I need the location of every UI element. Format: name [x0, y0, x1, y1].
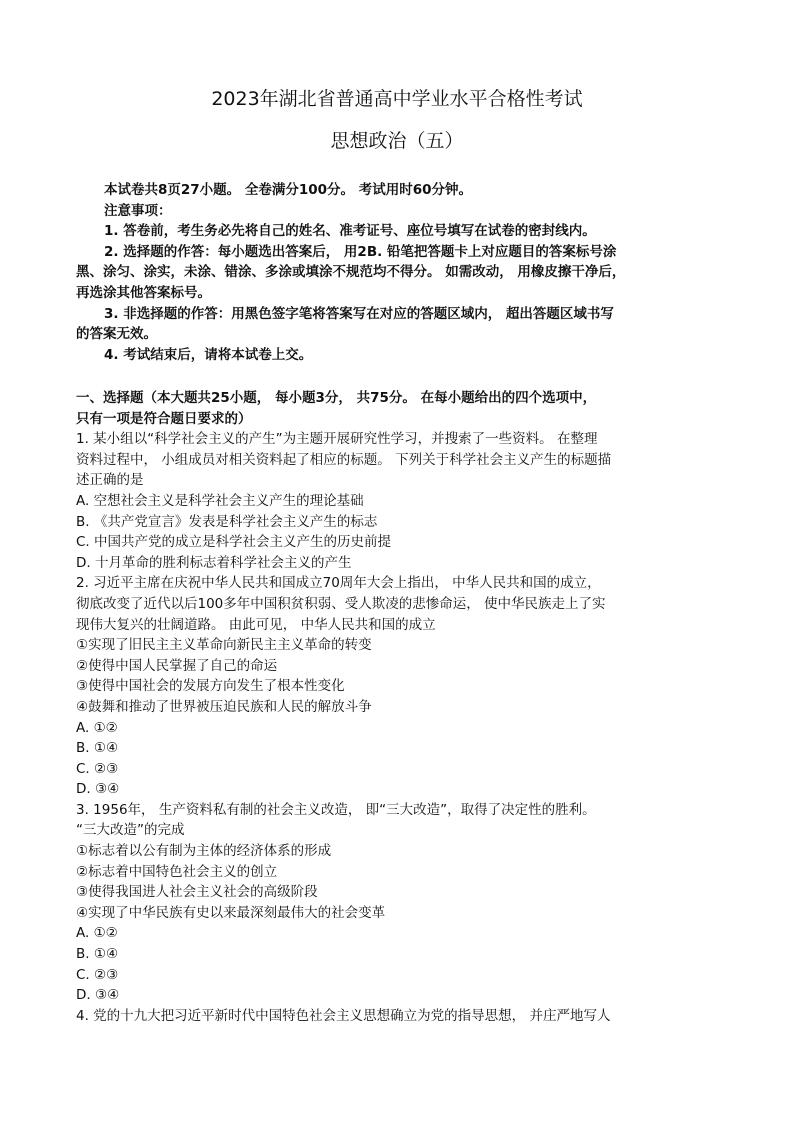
answer-option: A. 空想社会主义是科学社会主义产生的理论基础: [76, 492, 364, 509]
statement-item: ③使得我国进人社会主义社会的高级阶段: [76, 884, 318, 901]
question-stem-line: 彻底改变了近代以后100多年中国积贫积弱、受人欺凌的悲惨命运， 使中华民族走上了实: [76, 595, 606, 612]
question-1: [76, 429, 730, 573]
statement-item: ①标志着以公有制为主体的经济体系的形成: [76, 843, 332, 860]
statement-item: ④鼓舞和推动了世界被压迫民族和人民的解放斗争: [76, 698, 372, 715]
note-2-line: 再选涂其他答案标号。: [76, 284, 211, 301]
question-stem-line: 述正确的是: [76, 472, 144, 489]
question-stem-line: 现伟大复兴的壮阔道路。 由此可见， 中华人民共和国的成立: [76, 616, 436, 633]
note-1: 1. 答卷前，考生务必先将自己的姓名、准考证号、座位号填写在试卷的密封线内。: [104, 223, 596, 240]
question-stem-line: 资料过程中， 小组成员对相关资料起了相应的标题。 下列关于科学社会主义产生的标题描: [76, 451, 612, 468]
question-stem-line: 3. 1956年， 生产资料私有制的社会主义改造， 即“三大改造”，取得了决定性的胜利。: [76, 801, 596, 818]
statement-item: ③使得中国社会的发展方向发生了根本性变化: [76, 678, 345, 695]
answer-option: D. ③④: [76, 781, 120, 798]
answer-option: C. ②③: [76, 966, 119, 983]
answer-option: C. 中国共产党的成立是科学社会主义产生的历史前提: [76, 534, 392, 551]
note-3-line: 3. 非选择题的作答：用黑色签字笔将答案写在对应的答题区域内， 超出答题区域书写: [104, 305, 614, 322]
question-stem-line: 4. 党的十九大把习近平新时代中国特色社会主义思想确立为党的指导思想， 并庄严地写人: [76, 1007, 611, 1024]
statement-item: ②使得中国人民掌握了自己的命运: [76, 657, 278, 674]
question-stem-line: “三大改造”的完成: [76, 822, 185, 839]
answer-option: B. ①④: [76, 740, 119, 757]
note-4: 4. 考试结束后，请将本试卷上交。: [104, 346, 313, 363]
instructions: [76, 180, 730, 365]
note-2-line: 黑、涂匀、涂实，未涂、错涂、多涂或填涂不规范均不得分。 如需改动， 用橡皮擦干净后，: [76, 264, 626, 281]
answer-option: C. ②③: [76, 760, 119, 777]
answer-option: D. ③④: [76, 987, 120, 1004]
statement-item: ②标志着中国特色社会主义的创立: [76, 863, 278, 880]
exam-intro: 本试卷共8页27小题。 全卷满分100分。 考试用时60分钟。: [104, 182, 473, 198]
question-4: [76, 1006, 730, 1027]
answer-option: B. ①④: [76, 946, 119, 963]
answer-option: D. 十月革命的胜利标志着科学社会主义的产生: [76, 554, 352, 571]
question-list: [76, 429, 730, 1026]
section-heading: 一、选择题（本大题共25小题， 每小题3分， 共75分。 在每小题给出的四个选项中，: [76, 390, 597, 406]
statement-item: ④实现了中华民族有史以来最深刻最伟大的社会变革: [76, 904, 386, 921]
question-section: [76, 388, 730, 1026]
exam-title: 2023年湖北省普通高中学业水平合格性考试: [211, 88, 583, 110]
question-stem-line: 2. 习近平主席在庆祝中华人民共和国成立70周年大会上指出， 中华人民共和国的成立，: [76, 575, 601, 592]
section-heading: 只有一项是符合题日要求的）: [76, 410, 252, 427]
note-2-line: 2. 选择题的作答：每小题选出答案后， 用2B. 铅笔把答题卡上对应题目的答案标号涂: [104, 243, 617, 260]
answer-option: A. ①②: [76, 719, 118, 736]
note-3-line: 的答案无效。: [76, 326, 157, 343]
answer-option: A. ①②: [76, 925, 118, 942]
answer-option: B. 《共产党宣言》发表是科学社会主义产生的标志: [76, 513, 378, 530]
question-stem-line: 1. 某小组以“科学社会主义的产生”为主题开展研究性学习，并搜索了一些资料。 在整理: [76, 431, 598, 448]
notes-heading: 注意事项：: [104, 202, 172, 219]
exam-subtitle: 思想政治（五）: [330, 130, 464, 152]
question-3: [76, 800, 730, 1006]
question-2: [76, 573, 730, 800]
statement-item: ①实现了旧民主主义革命向新民主主义革命的转变: [76, 637, 372, 654]
